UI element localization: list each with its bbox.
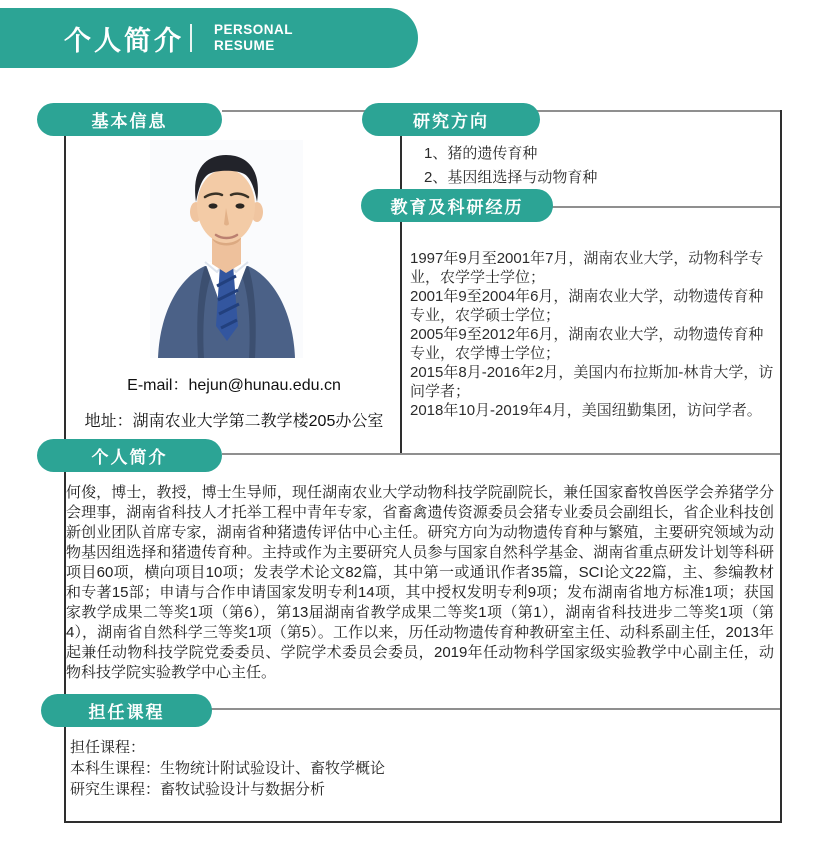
- education-item: 2005年9至2012年6月，湖南农业大学，动物遗传育种专业，农学博士学位；: [410, 326, 764, 362]
- section-label-research-direction: 研究方向: [413, 112, 489, 131]
- page-title-en-line2: RESUME: [214, 38, 275, 53]
- contact-block: [64, 372, 404, 431]
- education-item: 1997年9月至2001年7月，湖南农业大学，动物科学专业，农学学士学位；: [410, 250, 764, 286]
- frame-line-courses: [210, 708, 782, 710]
- education-item: 2015年8月-2016年2月，美国内布拉斯加-林肯大学，访问学者；: [410, 364, 774, 400]
- header-divider: [190, 24, 192, 52]
- education-item: 2001年9至2004年6月，湖南农业大学，动物遗传育种专业，农学硕士学位；: [410, 288, 764, 324]
- address-text: 地址：湖南农业大学第二教学楼205办公室: [84, 413, 384, 430]
- page-title-en-line1: PERSONAL: [214, 22, 294, 37]
- portrait-photo: [150, 140, 303, 358]
- section-header-research-direction: [362, 103, 540, 136]
- section-label-basic-info: 基本信息: [91, 112, 168, 131]
- education-item: 2018年10月-2019年4月，美国纽勤集团，访问学者。: [410, 402, 762, 419]
- page-title-english: [214, 22, 293, 54]
- courses-block: [70, 737, 385, 800]
- section-header-basic-info: [37, 103, 222, 136]
- courses-line: 担任课程：: [70, 739, 146, 756]
- research-item: 2、基因组选择与动物育种: [424, 169, 598, 186]
- section-label-courses: 担任课程: [88, 703, 165, 722]
- section-header-education: [361, 189, 553, 222]
- section-header-profile: [37, 439, 222, 472]
- frame-line-right: [780, 110, 782, 821]
- profile-paragraph: 何俊，博士，教授，博士生导师，现任湖南农业大学动物科技学院副院长，兼任国家畜牧兽医学会养猪学分会理事，湖南省科技人才托举工程中青年专家，省畜禽遗传资源委员会猪专业委员会副组长，省企业科技创新创业团队首席专家，湖南省种猪遗传评估中心主任。研究方向为动物遗传育种与繁殖，主要研究领域为动物基因组选择和猪遗传育种。主持或作为主要研究人员参与国家自然科学基金、湖南省重点研发计划等科研项目60项，横向项目10项；发表学术论文82篇，其中第一或通讯作者35篇，SCI论文22篇，主、参编教材和专著15部；申请与合作申请国家发明专利14项，其中授权发明专利9项；发布湖南省地方标准1项；获国家教学成果二等奖1项（第6），第13届湖南省教学成果二等奖1项（第1），湖南省科技进步二等奖1项（第4），湖南省自然科学三等奖1项（第5）。工作以来，历任动物遗传育种教研室主任、动科系副主任，2013年起兼任动物科技学院党委委员、学院学术委员会委员，2019年任动物科学国家级实验教学中心副主任，动物科技学院实验教学中心主任。: [66, 484, 774, 681]
- research-direction-list: [424, 142, 597, 190]
- frame-line-bottom: [64, 821, 782, 823]
- page-title: 个人简介: [64, 25, 184, 56]
- section-label-profile: 个人简介: [91, 448, 168, 467]
- courses-line: 本科生课程：生物统计附试验设计、畜牧学概论: [70, 760, 386, 777]
- portrait-photo-image: [150, 140, 303, 358]
- education-list: [410, 249, 776, 420]
- section-header-courses: [41, 694, 212, 727]
- section-label-education: 教育及科研经历: [390, 198, 524, 217]
- frame-line-education: [550, 206, 782, 208]
- frame-line-profile: [222, 453, 782, 455]
- page-header-banner: [0, 8, 418, 68]
- research-item: 1、猪的遗传育种: [424, 145, 538, 162]
- email-text: E-mail：hejun@hunau.edu.cn: [127, 377, 341, 394]
- courses-line: 研究生课程：畜牧试验设计与数据分析: [70, 781, 326, 798]
